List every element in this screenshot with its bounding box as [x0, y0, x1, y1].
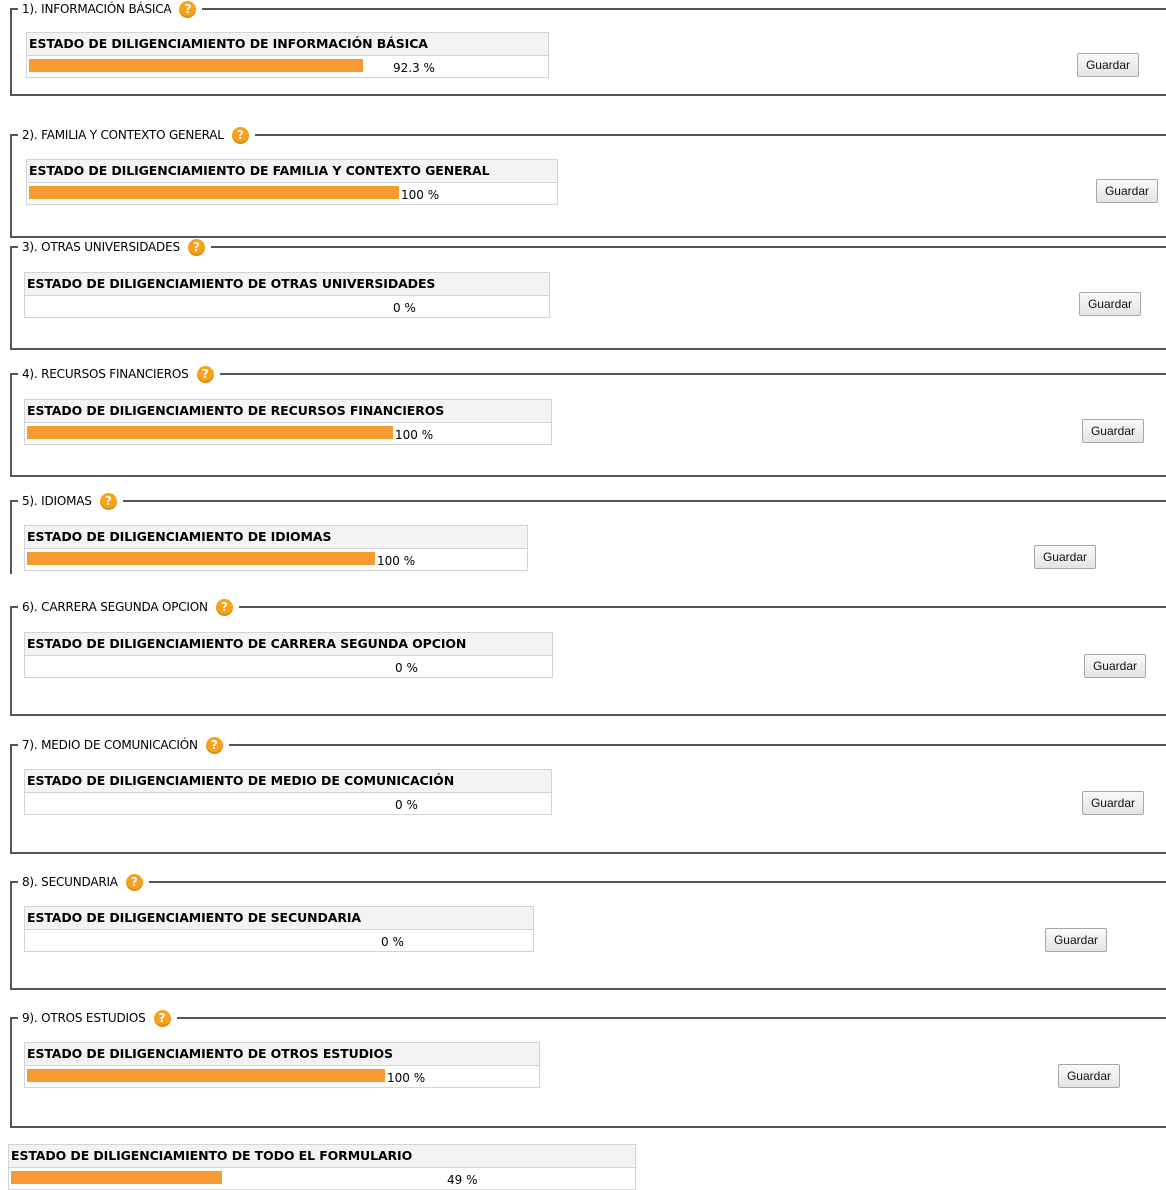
- section-title: 1). INFORMACIÓN BÁSICA: [22, 2, 172, 16]
- section-legend: [18, 365, 220, 383]
- progress-percent-label: 0 %: [381, 935, 404, 949]
- overall-progress-row: [9, 1168, 635, 1189]
- section-title: 9). OTROS ESTUDIOS: [22, 1011, 146, 1025]
- section-otras-universidades: [10, 238, 1166, 350]
- help-icon[interactable]: ?: [216, 599, 233, 616]
- status-title: ESTADO DE DILIGENCIAMIENTO DE CARRERA SEGUNDA OPCION: [25, 633, 552, 656]
- status-table: [24, 1042, 540, 1088]
- progress-bar-fill: [27, 552, 375, 565]
- save-button[interactable]: Guardar: [1077, 53, 1139, 77]
- status-table: [24, 769, 552, 815]
- section-idiomas: [10, 492, 1166, 588]
- overall-status-table: [8, 1144, 636, 1190]
- overall-percent-label: 49 %: [447, 1173, 478, 1187]
- status-progress-row: [25, 656, 552, 677]
- section-title: 3). OTRAS UNIVERSIDADES: [22, 240, 180, 254]
- section-legend: [18, 598, 239, 616]
- save-button[interactable]: Guardar: [1079, 292, 1141, 316]
- section-legend: [18, 1009, 177, 1027]
- status-table: [26, 159, 558, 205]
- section-title: 5). IDIOMAS: [22, 494, 92, 508]
- section-legend: [18, 126, 255, 144]
- progress-percent-label: 92.3 %: [393, 61, 435, 75]
- status-table: [24, 272, 550, 318]
- status-table: [24, 525, 528, 571]
- save-button[interactable]: Guardar: [1034, 545, 1096, 569]
- progress-percent-label: 0 %: [395, 798, 418, 812]
- status-title: ESTADO DE DILIGENCIAMIENTO DE RECURSOS FINANCIEROS: [25, 400, 551, 423]
- status-progress-row: [27, 56, 548, 77]
- overall-progress-bar-fill: [11, 1171, 222, 1184]
- section-legend: [18, 736, 229, 754]
- save-button[interactable]: Guardar: [1058, 1064, 1120, 1088]
- section-legend: [18, 0, 202, 18]
- section-title: 4). RECURSOS FINANCIEROS: [22, 367, 189, 381]
- save-button[interactable]: Guardar: [1082, 791, 1144, 815]
- progress-percent-label: 100 %: [377, 554, 416, 568]
- status-title: ESTADO DE DILIGENCIAMIENTO DE INFORMACIÓN BÁSICA: [27, 33, 548, 56]
- status-progress-row: [25, 793, 551, 814]
- status-title: ESTADO DE DILIGENCIAMIENTO DE MEDIO DE COMUNICACIÓN: [25, 770, 551, 793]
- help-icon[interactable]: ?: [126, 874, 143, 891]
- progress-percent-label: 100 %: [395, 428, 434, 442]
- progress-percent-label: 0 %: [395, 661, 418, 675]
- section-otros-estudios: [10, 1009, 1166, 1128]
- progress-bar-fill: [29, 186, 399, 199]
- status-title: ESTADO DE DILIGENCIAMIENTO DE FAMILIA Y CONTEXTO GENERAL: [27, 160, 557, 183]
- section-title: 6). CARRERA SEGUNDA OPCION: [22, 600, 208, 614]
- progress-percent-label: 100 %: [387, 1071, 426, 1085]
- status-title: ESTADO DE DILIGENCIAMIENTO DE SECUNDARIA: [25, 907, 533, 930]
- section-informacion-basica: [10, 0, 1166, 96]
- section-medio-comunicacion: [10, 736, 1166, 854]
- section-secundaria: [10, 873, 1166, 990]
- section-title: 8). SECUNDARIA: [22, 875, 118, 889]
- section-legend: [18, 873, 149, 891]
- save-button[interactable]: Guardar: [1084, 654, 1146, 678]
- help-icon[interactable]: ?: [206, 737, 223, 754]
- section-legend: [18, 238, 211, 256]
- status-progress-row: [25, 423, 551, 444]
- help-icon[interactable]: ?: [232, 127, 249, 144]
- save-button[interactable]: Guardar: [1045, 928, 1107, 952]
- status-title: ESTADO DE DILIGENCIAMIENTO DE OTROS ESTUDIOS: [25, 1043, 539, 1066]
- save-button[interactable]: Guardar: [1082, 419, 1144, 443]
- progress-percent-label: 0 %: [393, 301, 416, 315]
- help-icon[interactable]: ?: [179, 1, 196, 18]
- help-icon[interactable]: ?: [188, 239, 205, 256]
- status-progress-row: [25, 930, 533, 951]
- status-title: ESTADO DE DILIGENCIAMIENTO DE IDIOMAS: [25, 526, 527, 549]
- section-carrera-segunda-opcion: [10, 598, 1166, 716]
- status-progress-row: [25, 1066, 539, 1087]
- progress-percent-label: 100 %: [401, 188, 440, 202]
- save-button[interactable]: Guardar: [1096, 179, 1158, 203]
- help-icon[interactable]: ?: [154, 1010, 171, 1027]
- section-recursos-financieros: [10, 365, 1166, 477]
- status-title: ESTADO DE DILIGENCIAMIENTO DE OTRAS UNIVERSIDADES: [25, 273, 549, 296]
- status-table: [24, 906, 534, 952]
- section-title: 7). MEDIO DE COMUNICACIÓN: [22, 738, 198, 752]
- section-title: 2). FAMILIA Y CONTEXTO GENERAL: [22, 128, 224, 142]
- progress-bar-fill: [29, 59, 363, 72]
- progress-bar-fill: [27, 426, 393, 439]
- status-progress-row: [25, 296, 549, 317]
- progress-bar-fill: [27, 1069, 385, 1082]
- status-table: [24, 632, 553, 678]
- overall-status-title: ESTADO DE DILIGENCIAMIENTO DE TODO EL FORMULARIO: [9, 1145, 635, 1168]
- help-icon[interactable]: ?: [100, 493, 117, 510]
- status-progress-row: [25, 549, 527, 570]
- status-table: [24, 399, 552, 445]
- status-progress-row: [27, 183, 557, 204]
- section-familia-contexto: [10, 126, 1166, 238]
- help-icon[interactable]: ?: [197, 366, 214, 383]
- status-table: [26, 32, 549, 78]
- section-legend: [18, 492, 123, 510]
